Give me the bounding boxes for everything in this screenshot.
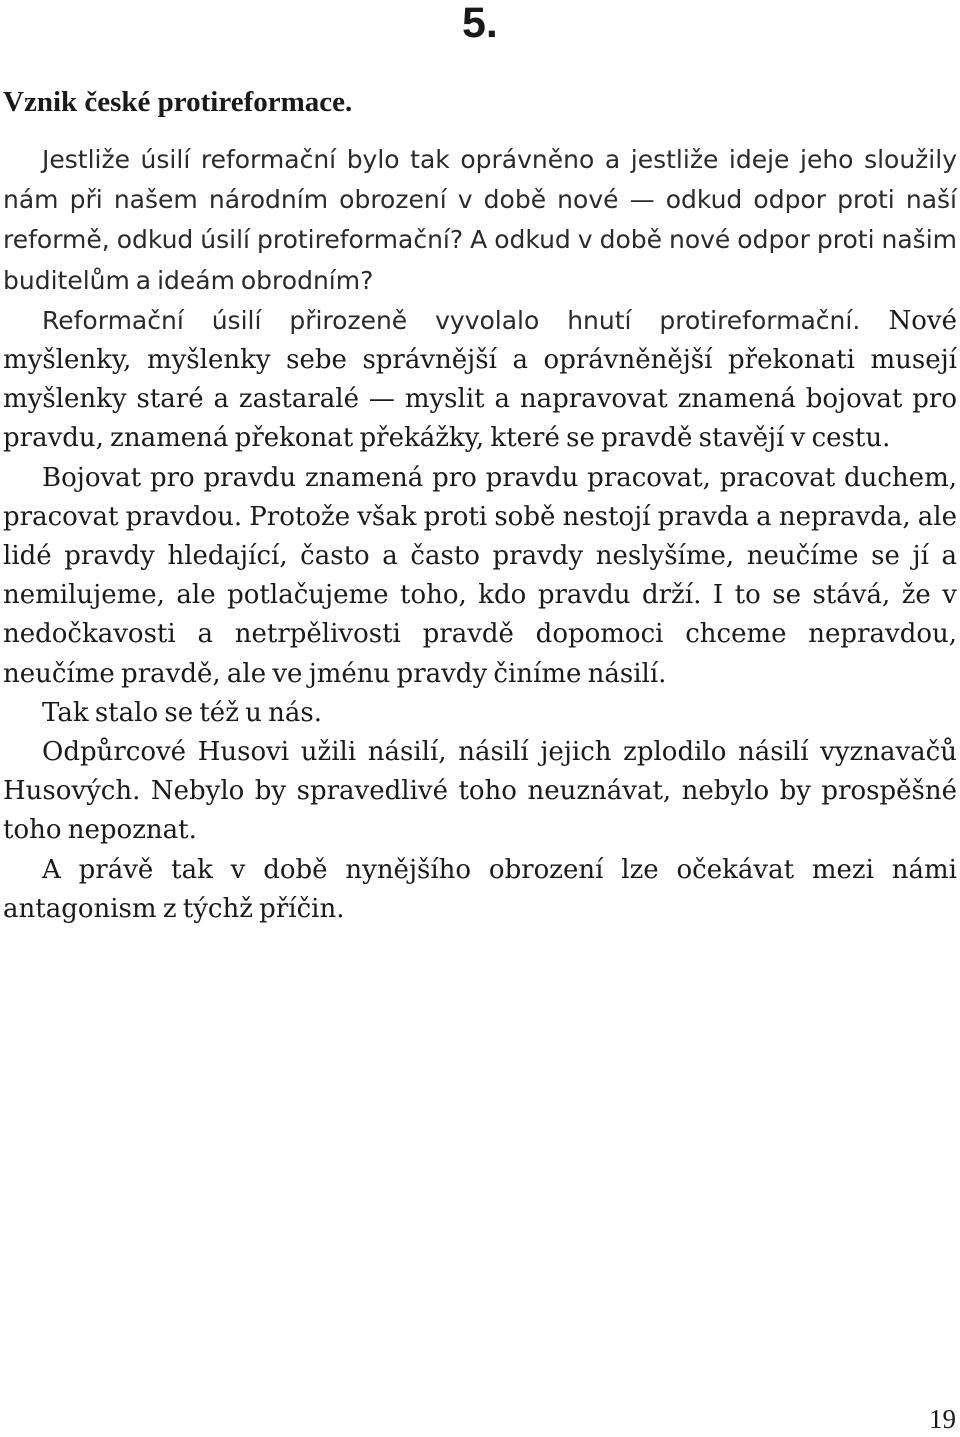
paragraph-text: Bojovat pro pravdu znamená pro pravdu pracovat, pracovat duchem, pracovat pravdou. xyxy=(3,462,957,532)
chapter-title: Vznik české protireformace. xyxy=(3,86,353,118)
paragraph xyxy=(3,140,957,301)
paragraph xyxy=(3,733,957,851)
chapter-body xyxy=(3,140,957,929)
paragraph xyxy=(3,694,957,733)
chapter-number: 5. xyxy=(462,0,498,47)
paragraph-text: Odpůrcové Husovi užili násilí, násilí jejich zplodilo násilí vyznavačů Husových. Nebylo by spravedlivé toho neuznávat, nebylo by prospěšné toho nepoznat. xyxy=(3,737,957,846)
paragraph-text: Tak stalo se též u nás. xyxy=(42,697,323,728)
page-number: 19 xyxy=(929,1404,956,1434)
paragraph-text: Nové myšlenky, myšlenky sebe správnější a oprávněnější překonati musejí myšlenky staré a zastaralé — myslit a napravovat znamená bojovat pro pravdu, znamená překonat překážky, které se pravdě stavějí v cestu. xyxy=(3,305,958,454)
paragraph xyxy=(3,851,957,929)
paragraph-text: Protože však proti sobě nestojí pravda a nepravda, ale lidé pravdy hledající, často a často pravdy neslyšíme, neučíme se jí a nemilujeme, ale potlačujeme toho, kdo pravdu drží. I to se stává, že v nedočkavosti a netrpělivosti pravdě dopomoci chceme nepravdou, neučíme pravdě, ale ve jménu pravdy činíme násilí. xyxy=(3,501,957,689)
paragraph-text: Reformační úsilí přirozeně vyvolalo hnutí protireformační. xyxy=(42,305,861,335)
paragraph xyxy=(3,459,957,694)
paragraph-text: Jestliže úsilí reformační bylo tak oprávněno a jestliže ideje jeho sloužily nám při našem národním obrození v době nové — odkud odpor proti naší reformě, odkud úsilí protireformační? A odkud v době nové odpor proti našim buditelům a ideám obrodním? xyxy=(3,145,957,295)
paragraph xyxy=(3,301,957,459)
paragraph-text: A právě tak v době nynějšího obrození lze očekávat mezi námi antagonism z týchž příčin. xyxy=(3,854,957,924)
